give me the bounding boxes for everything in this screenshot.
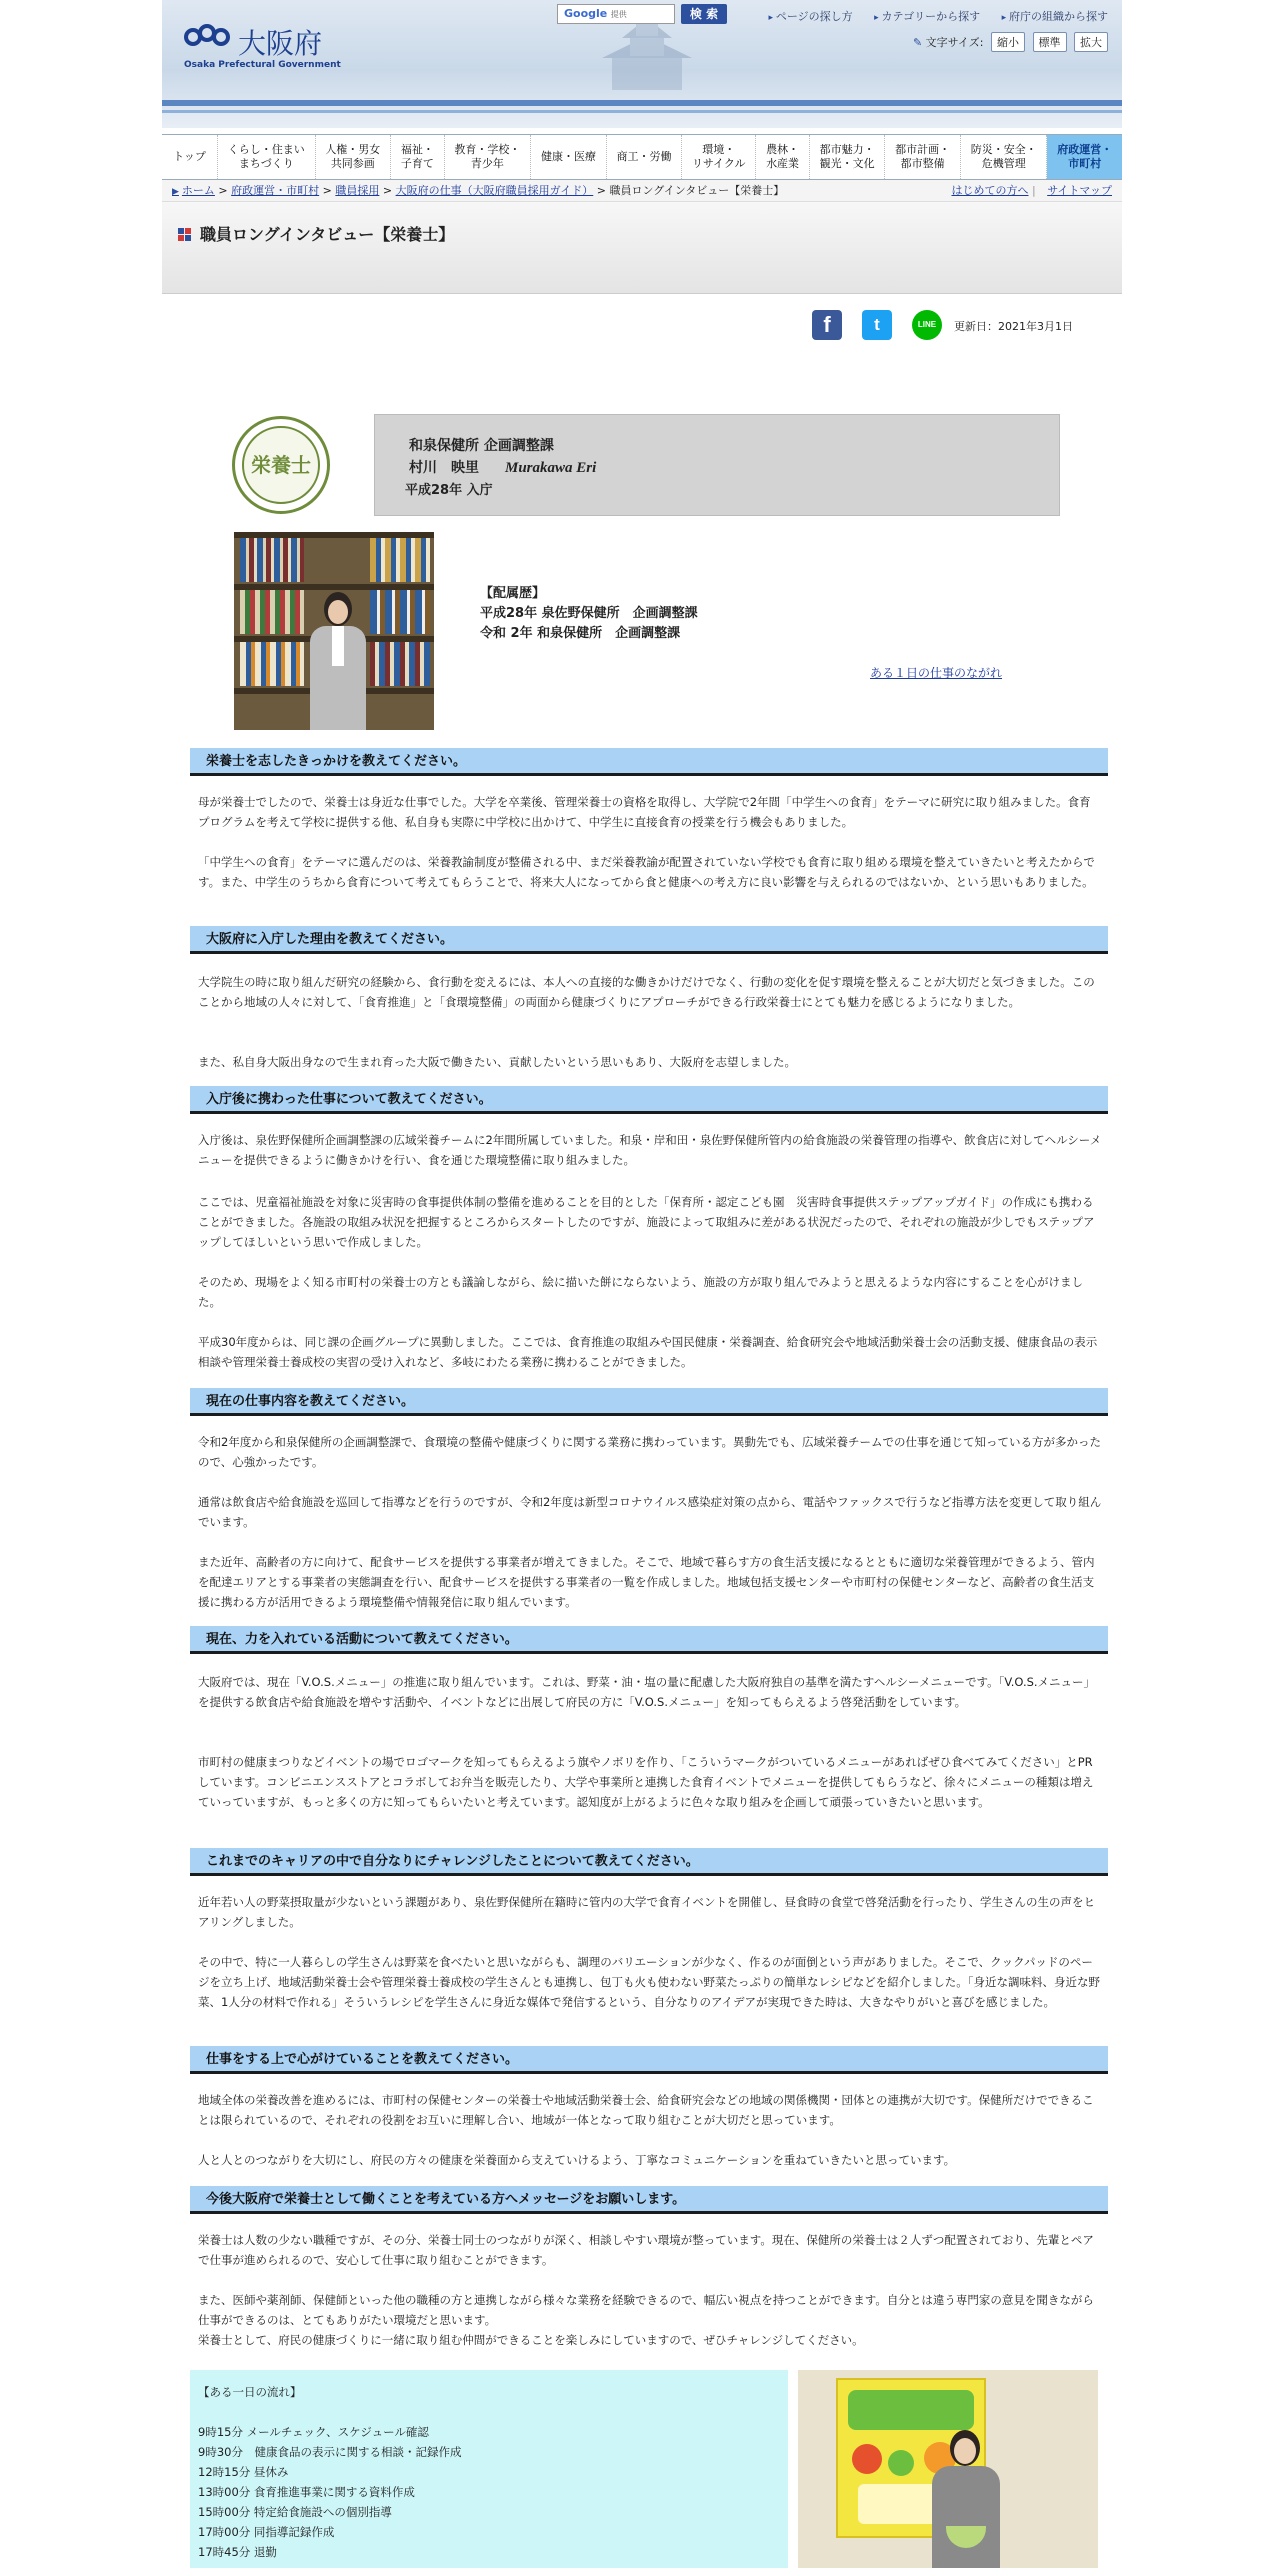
staff-figure: [928, 2430, 1004, 2568]
link-first-time[interactable]: はじめての方へ: [951, 184, 1029, 197]
staff-photo-poster: [798, 2370, 1098, 2568]
font-size-small-button[interactable]: 縮小: [991, 32, 1025, 52]
font-size-large-button[interactable]: 拡大: [1074, 32, 1108, 52]
day-flow-item: 9時30分 健康食品の表示に関する相談・記録作成: [198, 2445, 462, 2459]
logo-text: 大阪府: [238, 27, 323, 60]
breadcrumb-recruit[interactable]: 職員採用: [335, 184, 380, 197]
section-heading: 今後大阪府で栄養士として働くことを考えている方へメッセージをお願いします。: [190, 2186, 1108, 2214]
day-flow-item: 12時15分 昼休み: [198, 2465, 289, 2479]
line-share-icon[interactable]: LINE: [912, 310, 942, 340]
day-flow-item: 13時00分 食育推進事業に関する資料作成: [198, 2485, 415, 2499]
breadcrumb-sep: >: [596, 184, 606, 197]
link-by-organization[interactable]: ▸ 府庁の組織から探す: [1002, 10, 1108, 23]
twitter-share-icon[interactable]: t: [862, 310, 892, 340]
nav-disaster[interactable]: 防災・安全・ 危機管理: [961, 135, 1048, 179]
section-paragraph: 人と人とのつながりを大切にし、府民の方々の健康を栄養面から支えていけるよう、丁寧なコミュニケーションを重ねていきたいと思っています。: [198, 2153, 956, 2167]
career-item: 平成28年 泉佐野保健所 企画調整課: [480, 606, 698, 621]
section-paragraph: 栄養士は人数の少ない職種ですが、その分、栄養士同士のつながりが深く、相談しやすい環境が整っています。現在、保健所の栄養士は２人ずつ配置されており、先輩とペアで仕事が進められるので、安心して仕事に取り組むことができます。: [198, 2233, 1094, 2267]
breadcrumb-guide[interactable]: 大阪府の仕事（大阪府職員採用ガイド）: [395, 184, 594, 197]
section-paragraph: 市町村の健康まつりなどイベントの場でロゴマークを知ってもらえるよう旗やノボリを作り、「こういうマークがついているメニューがあればぜひ食べてみてください」とPRしています。コンビニエンスストアとコラボしてお弁当を販売したり、大学や事業所と連携した食育イベントでメニューを提供してもらうなど、徐々にメニューの種類は増えていっていますが、もっと多くの方に知ってもらいたいと考えています。認知度が上がるように色々な取り組みを企画して頑張っていきたいと思います。: [198, 1755, 1094, 1809]
career-title: 【配属歴】: [480, 586, 546, 601]
facebook-share-icon[interactable]: f: [812, 310, 842, 340]
nav-health[interactable]: 健康・医療: [531, 135, 607, 179]
section-paragraph: その中で、特に一人暮らしの学生さんは野菜を食べたいと思いながらも、調理のバリエーションが少なく、作るのが面倒という声がありました。そこで、クックパッドのページを立ち上げ、地域活動栄養士会や管理栄養士養成校の学生さんとも連携し、包丁も火も使わない野菜たっぷりの簡単なレシピなどを紹介しました。「身近な調味料、身近な野菜、1人分の材料で作れる」そういうレシピを学生さんに身近な媒体で発信するという、自分なりのアイデアが実現できた時は、大きなやりがいと喜びを感じました。: [198, 1955, 1100, 2009]
link-sitemap[interactable]: サイトマップ: [1047, 184, 1112, 197]
section-paragraph: 大阪府では、現在「V.O.S.メニュー」の推進に取り組んでいます。これは、野菜・油・塩の量に配慮した大阪府独自の基準を満たすヘルシーメニューです。「V.O.S.メニュー」を提供する飲食店や給食施設を増やす活動や、イベントなどに出展して府民の方に「V.O.S.メニュー」を知ってもらえるよう啓発活動をしています。: [198, 1675, 1096, 1709]
nav-top[interactable]: トップ: [162, 135, 218, 179]
nav-living[interactable]: くらし・住まい まちづくり: [218, 135, 316, 179]
career-item: 令和 2年 和泉保健所 企画調整課: [480, 626, 681, 641]
section-paragraph: 母が栄養士でしたので、栄養士は身近な仕事でした。大学を卒業後、管理栄養士の資格を取得し、大学院で2年間「中学生への食育」をテーマに研究に取り組みました。食育プログラムを考えて学校に提供する他、私自身も実際に中学校に出かけて、中学生に直接食育の授業を行う機会もありました。: [198, 795, 1091, 829]
nav-commerce[interactable]: 商工・労働: [607, 135, 683, 179]
section-paragraph: そのため、現場をよく知る市町村の栄養士の方とも議論しながら、絵に描いた餅にならないよう、施設の方が取り組んでみようと思えるような内容にすることを心がけました。: [198, 1275, 1084, 1309]
breadcrumb-home[interactable]: ▶ ホーム: [172, 184, 215, 197]
profile-dept: 和泉保健所 企画調整課: [409, 438, 554, 454]
share-bar: [812, 310, 1122, 344]
google-brand: Google: [564, 7, 608, 20]
section-paragraph: また近年、高齢者の方に向けて、配食サービスを提供する事業者が増えてきました。そこで、地域で暮らす方の食生活支援になるとともに適切な栄養管理ができるよう、管内を配達エリアとする事業者の実態調査を行い、配食サービスを提供する事業者の一覧を作成しました。地域包括支援センターや市町村の保健センターなど、高齢者の食生活支援に携わる方が活用できるよう環境整備や情報発信に取り組んでいます。: [198, 1555, 1095, 1609]
breadcrumb-sep: >: [218, 184, 228, 197]
nav-human-rights[interactable]: 人権・男女 共同参画: [316, 135, 392, 179]
section-paragraph: 平成30年度からは、同じ課の企画グループに異動しました。ここでは、食育推進の取組みや国民健康・栄養調査、給食研究会や地域活動栄養士会の活動支援、健康食品の表示相談や管理栄養士養成校の実習の受け入れなど、多岐にわたる業務に携わることができました。: [198, 1335, 1098, 1369]
font-size-normal-button[interactable]: 標準: [1033, 32, 1067, 52]
page-title: 職員ロングインタビュー【栄養士】: [200, 225, 455, 244]
nav-government[interactable]: 府政運営・ 市町村: [1047, 135, 1122, 179]
link-divider: |: [1031, 184, 1036, 197]
breadcrumb-government[interactable]: 府政運営・市町村: [231, 184, 320, 197]
nav-tourism[interactable]: 都市魅力・ 観光・文化: [810, 135, 886, 179]
profile-box: [374, 414, 1060, 516]
section-paragraph: 地域全体の栄養改善を進めるには、市町村の保健センターの栄養士や地域活動栄養士会、給食研究会などの地域の関係機関・団体との連携が大切です。保健所だけでできることは限られているので、それぞれの役割をお互いに理解し合い、地域が一体となって取り組むことが大切だと思っています。: [198, 2093, 1094, 2127]
day-flow-box: [190, 2370, 788, 2568]
search-button[interactable]: 検 索: [681, 4, 727, 24]
staff-photo: [234, 532, 434, 730]
header-stripe: [162, 100, 1122, 106]
section-paragraph: また、私自身大阪出身なので生まれ育った大阪で働きたい、貢献したいという思いもあり、大阪府を志望しました。: [198, 1055, 796, 1069]
nav-urban-planning[interactable]: 都市計画・ 都市整備: [885, 135, 961, 179]
section-paragraph: 「中学生への食育」をテーマに選んだのは、栄養教諭制度が整備される中、まだ栄養教諭が配置されていない学校でも食育に取り組める環境を整えていきたいと考えたからです。また、中学生のうちから食育について考えてもらうことで、将来大人になってから食と健康への考え方に良い影響を与えられるのではないか、という思いもありました。: [198, 855, 1095, 889]
breadcrumb-sep: >: [322, 184, 332, 197]
font-size-label: ✎ 文字サイズ:: [913, 36, 984, 49]
site-logo[interactable]: [184, 20, 341, 72]
profile-name: 村川 映里: [409, 460, 479, 476]
nav-environment[interactable]: 環境・ リサイクル: [682, 135, 756, 179]
section-heading: 仕事をする上で心がけていることを教えてください。: [190, 2046, 1108, 2074]
breadcrumb-sep: >: [382, 184, 393, 197]
global-nav: [162, 134, 1122, 180]
page-title-bar: [162, 202, 1122, 294]
day-flow-item: 17時45分 退勤: [198, 2545, 277, 2559]
day-flow-link[interactable]: ある１日の仕事のながれ: [870, 666, 1003, 680]
career-history: [480, 584, 698, 644]
job-badge-icon: [232, 416, 330, 514]
section-paragraph: 令和2年度から和泉保健所の企画調整課で、食環境の整備や健康づくりに関する業務に携わっています。異動先でも、広域栄養チームでの仕事を通じて知っている方が多かったので、心強かったです。: [198, 1435, 1102, 1469]
search-input[interactable]: [557, 4, 675, 24]
nav-agriculture[interactable]: 農林・ 水産業: [756, 135, 810, 179]
section-paragraph: 通常は飲食店や給食施設を巡回して指導などを行うのですが、令和2年度は新型コロナウイルス感染症対策の点から、電話やファックスで行うなど指導方法を変更して取り組んでいます。: [198, 1495, 1102, 1529]
day-flow-item: 9時15分 メールチェック、スケジュール確認: [198, 2425, 429, 2439]
section-paragraph: また、医師や薬剤師、保健師といった他の職種の方と連携しながら様々な業務を経験できるので、幅広い視点を持つことができます。自分とは違う専門家の意見を聞きながら仕事ができるのは、とてもありがたい環境だと思います。 栄養士として、府民の健康づくりに一緒に取り組む仲間ができることを楽しみにしていますので、ぜひチャレンジしてください。: [198, 2293, 1094, 2347]
profile-romaji: Murakawa Eri: [505, 460, 597, 476]
font-size-control: [913, 32, 1108, 52]
breadcrumb: [162, 180, 1122, 202]
site-header: [162, 0, 1122, 128]
section-heading: 現在の仕事内容を教えてください。: [190, 1388, 1108, 1416]
day-flow-title: 【ある一日の流れ】: [198, 2385, 302, 2399]
title-square-icon: [178, 228, 192, 242]
search-provider-label: 提供: [610, 10, 627, 19]
section-paragraph: ここでは、児童福祉施設を対象に災害時の食事提供体制の整備を進めることを目的とした「保育所・認定こども園 災害時食事提供ステップアップガイド」の作成にも携わることができました。各施設の取組み状況を把握するところからスタートしたのですが、施設によって取組みに差がある状況だったので、それぞれの施設が少しでもステップアップしてほしいという思いで作成しました。: [198, 1195, 1095, 1249]
section-paragraph: 入庁後は、泉佐野保健所企画調整課の広域栄養チームに2年間所属していました。和泉・岸和田・泉佐野保健所管内の給食施設の栄養管理の指導や、飲食店に対してヘルシーメニューを提供できるように働きかけを行い、食を通じた環境整備に取り組みました。: [198, 1133, 1102, 1167]
section-heading: 入庁後に携わった仕事について教えてください。: [190, 1086, 1108, 1114]
osaka-logo-icon: [184, 24, 234, 50]
badge-label: 栄養士: [242, 426, 320, 504]
breadcrumb-current: 職員ロングインタビュー【栄養士】: [609, 184, 785, 197]
updated-date: 更新日：2021年3月1日: [954, 320, 1073, 333]
header-links: [750, 8, 1108, 24]
profile-name-line: [409, 457, 1059, 477]
link-by-category[interactable]: ▸ カテゴリーから探す: [874, 10, 980, 23]
site-search: [557, 4, 737, 24]
section-paragraph: 大学院生の時に取り組んだ研究の経験から、食行動を変えるには、本人への直接的な働きかけだけでなく、行動の変化を促す環境を整えることが大切だと気づきました。このことから地域の人々に対して、「食育推進」と「食環境整備」の両面から健康づくりにアプローチができる行政栄養士にとても魅力を感じるようになりました。: [198, 975, 1095, 1009]
section-heading: 栄養士を志したきっかけを教えてください。: [190, 748, 1108, 776]
nav-education[interactable]: 教育・学校・ 青少年: [445, 135, 532, 179]
nav-welfare[interactable]: 福祉・ 子育て: [391, 135, 445, 179]
header-stripe-thin: [162, 110, 1122, 113]
day-flow-item: 17時00分 同指導記録作成: [198, 2525, 335, 2539]
link-how-to-find[interactable]: ▸ ページの探し方: [768, 10, 852, 23]
section-heading: これまでのキャリアの中で自分なりにチャレンジしたことについて教えてください。: [190, 1848, 1108, 1876]
logo-english: Osaka Prefectural Government: [184, 60, 341, 70]
profile-joined: 平成28年 入庁: [405, 483, 493, 498]
staff-figure: [310, 592, 366, 730]
section-heading: 大阪府に入庁した理由を教えてください。: [190, 926, 1108, 954]
section-heading: 現在、力を入れている活動について教えてください。: [190, 1626, 1108, 1654]
day-flow-item: 15時00分 特定給食施設への個別指導: [198, 2505, 392, 2519]
section-paragraph: 近年若い人の野菜摂取量が少ないという課題があり、泉佐野保健所在籍時に管内の大学で食育イベントを開催し、昼食時の食堂で啓発活動を行ったり、学生さんの生の声をヒアリングしました。: [198, 1895, 1095, 1929]
breadcrumb-right-links: [943, 180, 1112, 202]
